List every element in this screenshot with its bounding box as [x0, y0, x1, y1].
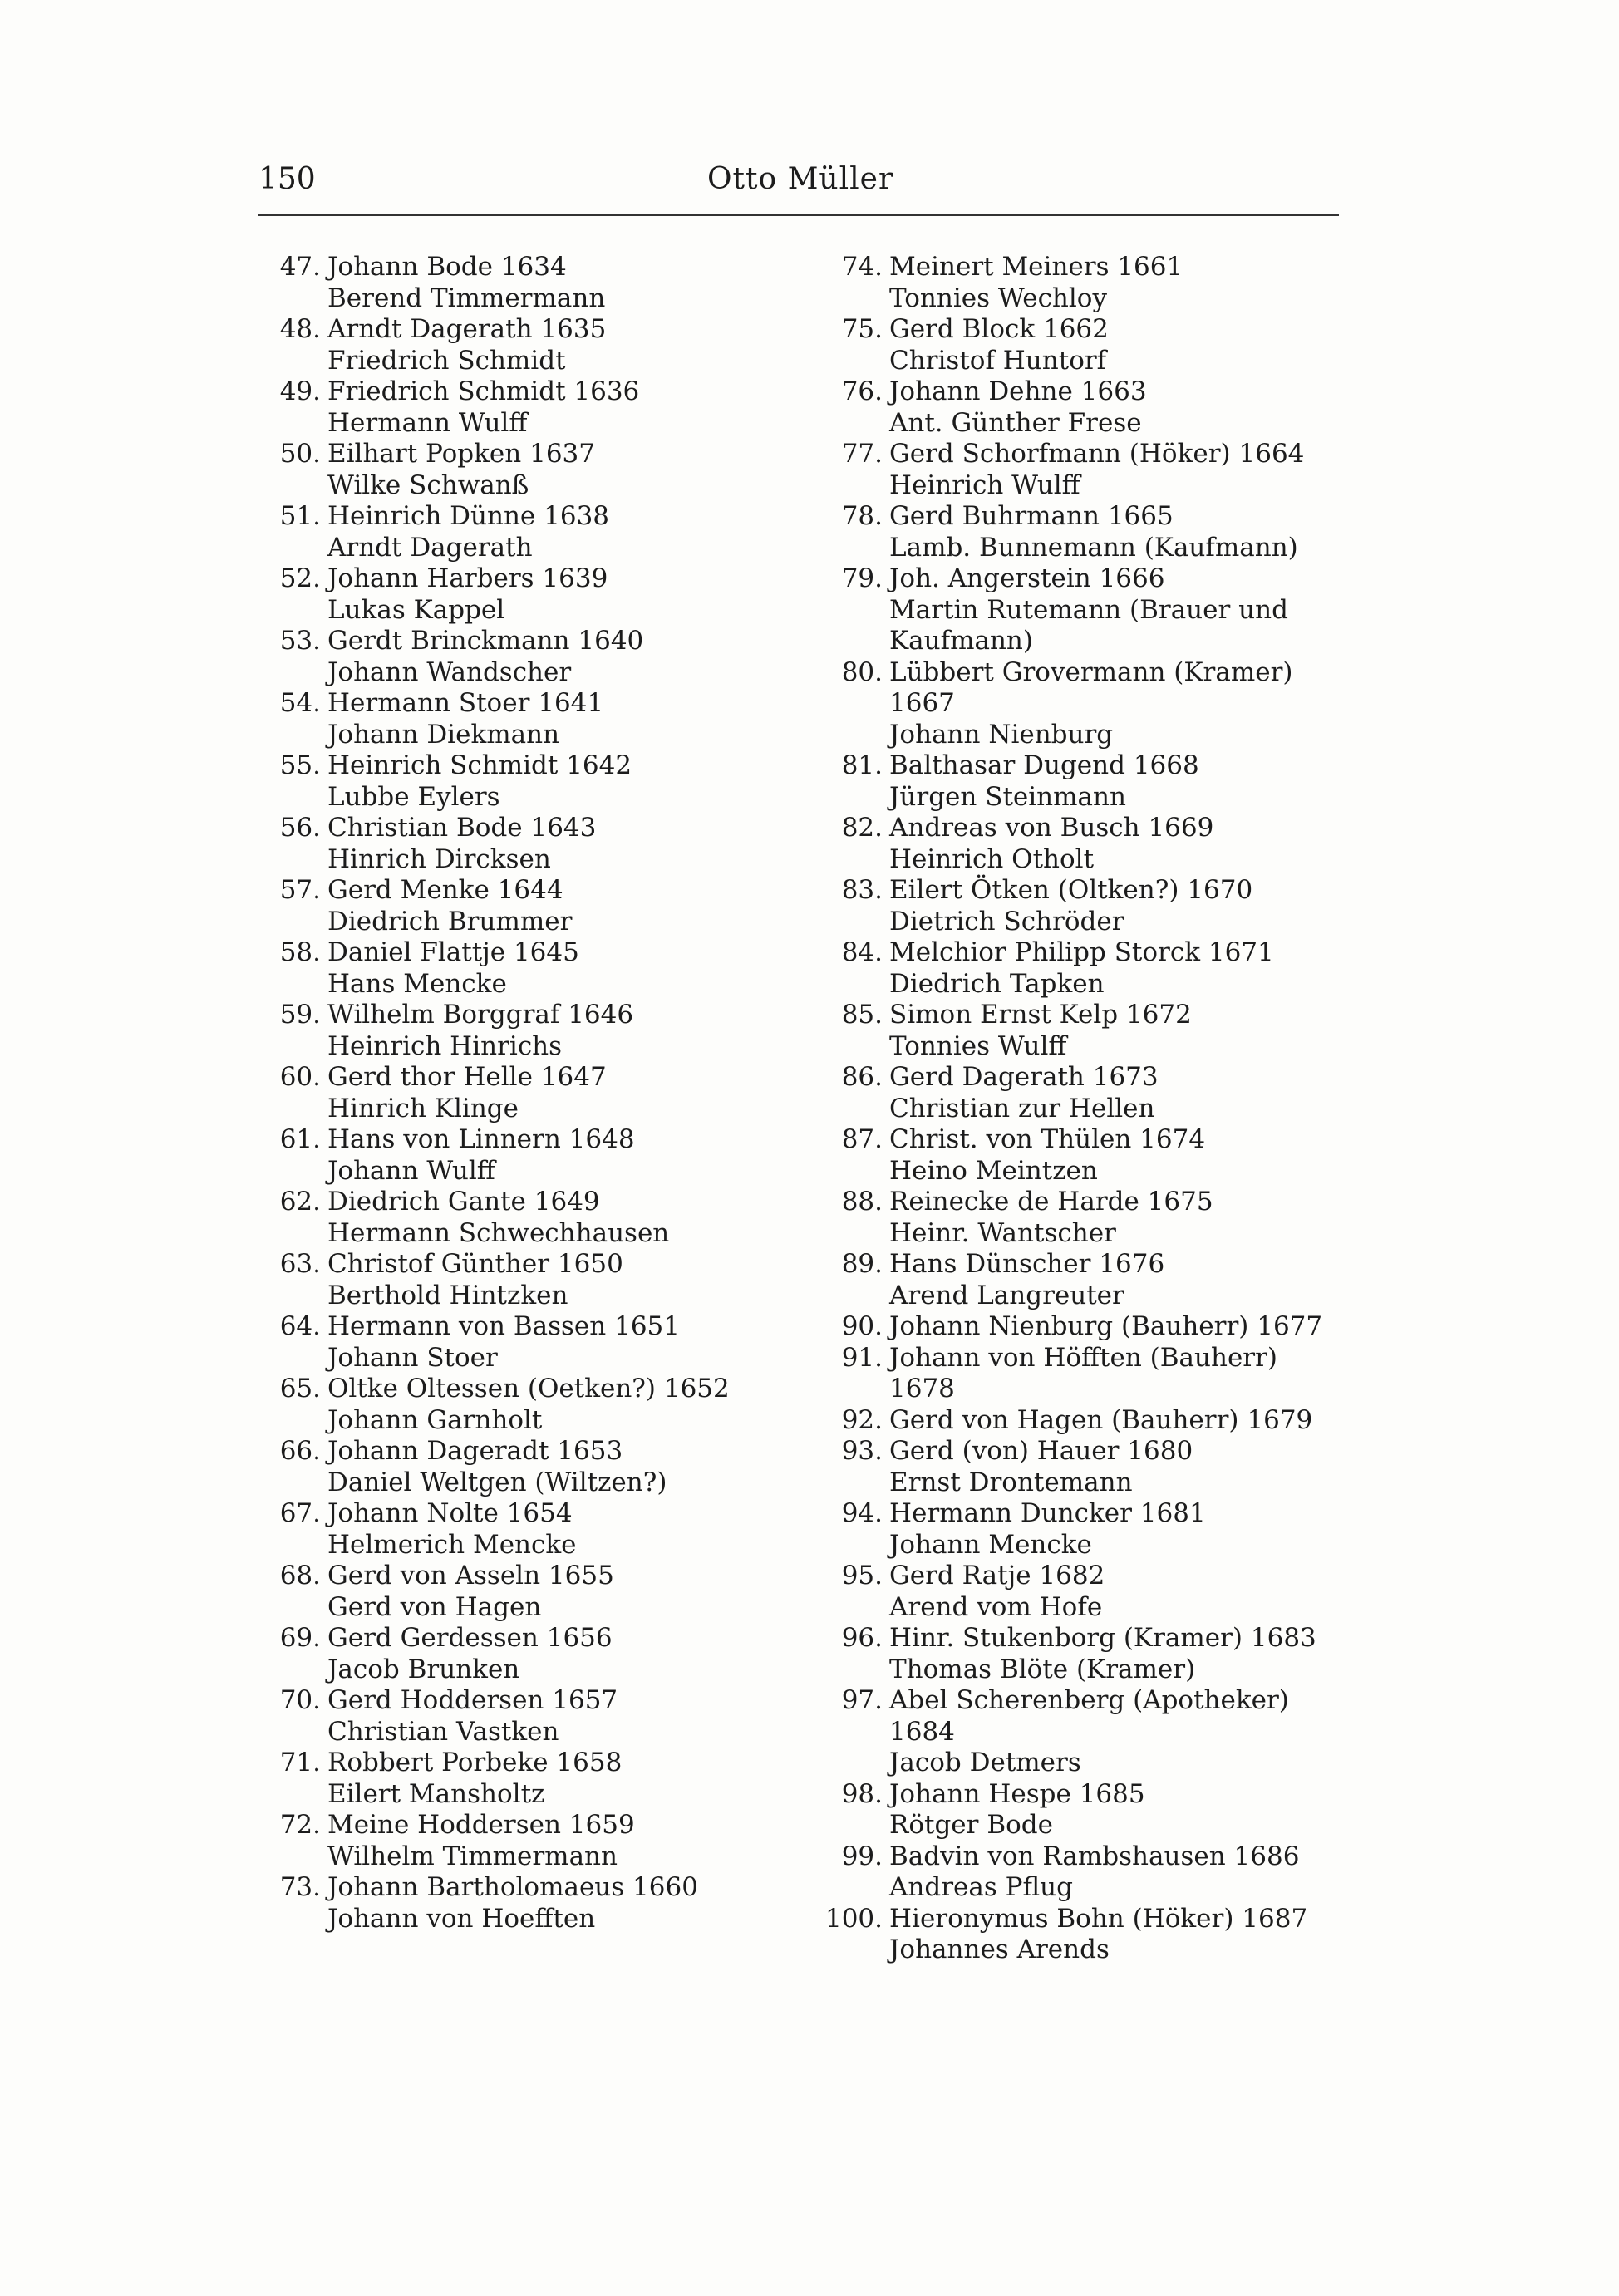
entry-number: 81.	[841, 750, 883, 780]
entry-line: Gerd thor Helle 1647	[327, 1062, 607, 1092]
entry-line: Joh. Angerstein 1666	[889, 563, 1165, 593]
entry-line: Hinrich Klinge	[327, 1093, 519, 1123]
entry-line: Lukas Kappel	[327, 594, 505, 625]
list-entry	[264, 1249, 829, 1311]
entry-names	[327, 501, 829, 563]
entry-number: 67.	[279, 1498, 321, 1528]
entry-line: Hermann Duncker 1681	[889, 1498, 1206, 1528]
entry-line: Hans von Linnern 1648	[327, 1124, 635, 1154]
entry-line: Tonnies Wechloy	[889, 283, 1107, 313]
entry-line: Hinr. Stukenborg (Kramer) 1683	[889, 1623, 1316, 1653]
entry-number: 65.	[279, 1374, 321, 1404]
entry-line: Johann Harbers 1639	[327, 563, 608, 593]
entry-line: Gerd Menke 1644	[327, 875, 563, 905]
list-entry	[823, 501, 1371, 563]
entry-line: Abel Scherenberg (Apotheker)	[889, 1685, 1289, 1715]
list-entry	[823, 875, 1371, 937]
entry-line: Christof Huntorf	[889, 345, 1107, 376]
entry-line: Martin Rutemann (Brauer und	[889, 594, 1288, 625]
list-entry	[264, 1623, 829, 1685]
entry-names	[889, 750, 1371, 813]
entry-names	[327, 439, 829, 501]
entry-number: 92.	[841, 1404, 883, 1435]
header-rule	[258, 214, 1339, 216]
list-entry	[823, 376, 1371, 439]
entry-line: Johann Wandscher	[327, 656, 572, 687]
entry-line: Heinr. Wantscher	[889, 1217, 1116, 1248]
entry-line: Balthasar Dugend 1668	[889, 750, 1199, 780]
entry-line: Hans Mencke	[327, 968, 507, 999]
page-number: 150	[258, 162, 316, 196]
list-entry	[823, 1904, 1371, 1966]
entry-number: 75.	[841, 314, 883, 344]
entry-line: 1684	[889, 1716, 955, 1747]
entry-line: Johann Hespe 1685	[889, 1778, 1145, 1809]
entry-line: Diedrich Tapken	[889, 968, 1105, 999]
entry-names	[889, 1124, 1371, 1187]
list-entry	[264, 1000, 829, 1062]
entry-line: Jacob Brunken	[327, 1654, 520, 1684]
entry-line: Hans Dünscher 1676	[889, 1249, 1165, 1279]
entry-names	[889, 1779, 1371, 1841]
list-entry	[823, 1436, 1371, 1498]
entry-line: Gerd von Hagen	[327, 1591, 542, 1622]
entry-names	[889, 875, 1371, 937]
entry-names	[327, 1311, 829, 1374]
entry-names	[327, 750, 829, 813]
entry-names	[327, 1062, 829, 1124]
entry-names	[327, 1748, 829, 1810]
entry-names	[889, 1904, 1371, 1966]
entry-number: 88.	[841, 1187, 883, 1217]
entry-names	[889, 1498, 1371, 1561]
list-entry	[823, 1000, 1371, 1062]
entry-line: Arndt Dagerath	[327, 532, 533, 563]
entry-number: 94.	[841, 1498, 883, 1528]
entry-number: 95.	[841, 1561, 883, 1590]
entry-line: Wilhelm Borggraf 1646	[327, 1000, 634, 1030]
entry-names	[889, 1311, 1371, 1343]
entry-names	[889, 1000, 1371, 1062]
entry-names	[327, 626, 829, 688]
entry-number: 93.	[841, 1436, 883, 1466]
entry-line: Hieronymus Bohn (Höker) 1687	[889, 1903, 1308, 1934]
entry-number: 49.	[279, 376, 321, 406]
entry-line: Arend vom Hofe	[889, 1591, 1103, 1622]
list-entry	[823, 1311, 1371, 1343]
entry-line: Gerd (von) Hauer 1680	[889, 1436, 1193, 1466]
entry-names	[327, 252, 829, 314]
entry-number: 61.	[279, 1124, 321, 1154]
entry-number: 87.	[841, 1124, 883, 1154]
list-entry	[823, 252, 1371, 314]
entry-line: Hermann Schwechhausen	[327, 1217, 670, 1248]
entry-line: Christ. von Thülen 1674	[889, 1124, 1206, 1154]
entry-number: 98.	[841, 1778, 883, 1809]
entry-line: Gerd von Asseln 1655	[327, 1561, 614, 1590]
entry-names	[889, 1685, 1371, 1779]
entry-line: Hermann Wulff	[327, 407, 528, 438]
list-entry	[264, 1872, 829, 1935]
entry-line: Gerd von Hagen (Bauherr) 1679	[889, 1404, 1313, 1435]
entry-line: Jürgen Steinmann	[889, 781, 1126, 812]
entry-line: Berthold Hintzken	[327, 1280, 568, 1310]
list-entry	[823, 937, 1371, 1000]
list-entry	[823, 1841, 1371, 1904]
entry-names	[889, 657, 1371, 751]
entry-number: 90.	[841, 1311, 883, 1341]
list-entry	[823, 1498, 1371, 1561]
entry-line: Johann Stoer	[327, 1342, 498, 1373]
list-entry	[823, 1685, 1371, 1779]
entry-line: Friedrich Schmidt 1636	[327, 376, 640, 406]
entry-line: Badvin von Rambshausen 1686	[889, 1841, 1300, 1871]
entry-names	[327, 314, 829, 376]
entry-number: 64.	[279, 1311, 321, 1341]
entry-line: Oltke Oltessen (Oetken?) 1652	[327, 1374, 730, 1404]
entry-line: Johann Dageradt 1653	[327, 1436, 623, 1466]
list-entry	[264, 1311, 829, 1374]
entry-line: Christian Bode 1643	[327, 813, 597, 843]
list-entry	[264, 1748, 829, 1810]
entry-line: Arend Langreuter	[889, 1280, 1124, 1310]
entry-line: Eilert Ötken (Oltken?) 1670	[889, 875, 1253, 905]
entry-line: Andreas von Busch 1669	[889, 813, 1214, 843]
list-entry	[823, 1779, 1371, 1841]
list-entry	[264, 875, 829, 937]
entry-number: 58.	[279, 937, 321, 967]
entry-number: 68.	[279, 1561, 321, 1590]
entry-line: Ernst Drontemann	[889, 1467, 1133, 1497]
entry-number: 100.	[824, 1903, 883, 1934]
entry-number: 63.	[279, 1249, 321, 1279]
list-entry	[823, 1062, 1371, 1124]
list-entry	[823, 1249, 1371, 1311]
entry-number: 83.	[841, 875, 883, 905]
list-entry	[264, 1498, 829, 1561]
entry-number: 57.	[279, 875, 321, 905]
entry-line: Johann Dehne 1663	[889, 376, 1147, 406]
entry-number: 86.	[841, 1062, 883, 1092]
entry-names	[327, 688, 829, 750]
list-entry	[823, 1623, 1371, 1685]
running-title: Otto Müller	[707, 162, 894, 196]
list-entry	[264, 563, 829, 626]
list-entry	[264, 1685, 829, 1748]
entry-names	[889, 439, 1371, 501]
entry-line: Christian Vastken	[327, 1716, 559, 1747]
entry-names	[889, 1187, 1371, 1249]
entry-line: Gerd Gerdessen 1656	[327, 1623, 613, 1653]
entry-line: Simon Ernst Kelp 1672	[889, 1000, 1192, 1030]
entry-names	[889, 1623, 1371, 1685]
entry-line: Friedrich Schmidt	[327, 345, 566, 376]
entry-names	[889, 376, 1371, 439]
left-column	[264, 252, 829, 1935]
entry-names	[327, 875, 829, 937]
entry-line: Meine Hoddersen 1659	[327, 1810, 635, 1840]
entry-number: 50.	[279, 439, 321, 469]
entry-line: Daniel Flattje 1645	[327, 937, 579, 967]
entry-line: Heinrich Wulff	[889, 470, 1080, 500]
list-entry	[264, 314, 829, 376]
entry-line: Johann Bartholomaeus 1660	[327, 1872, 698, 1902]
entry-names	[889, 1343, 1371, 1405]
list-entry	[823, 439, 1371, 501]
entry-line: Eilert Mansholtz	[327, 1778, 545, 1809]
entry-line: Gerd Ratje 1682	[889, 1561, 1105, 1590]
entry-number: 96.	[841, 1623, 883, 1653]
entry-line: Heinrich Hinrichs	[327, 1030, 563, 1061]
entry-names	[889, 1561, 1371, 1623]
entry-number: 73.	[279, 1872, 321, 1902]
entry-line: Johann Nienburg	[889, 719, 1114, 750]
entry-line: Wilke Schwanß	[327, 470, 529, 500]
entry-line: Christof Günther 1650	[327, 1249, 623, 1279]
entry-line: Melchior Philipp Storck 1671	[889, 937, 1274, 967]
entry-line: Johann Nienburg (Bauherr) 1677	[889, 1311, 1323, 1341]
entry-line: Tonnies Wulff	[889, 1030, 1067, 1061]
entry-names	[327, 1872, 829, 1935]
list-entry	[264, 1062, 829, 1124]
entry-line: Jacob Detmers	[889, 1748, 1081, 1777]
entry-line: Gerdt Brinckmann 1640	[327, 626, 644, 656]
entry-names	[327, 1561, 829, 1623]
entry-line: Helmerich Mencke	[327, 1529, 577, 1560]
entry-line: Johann von Hoefften	[327, 1903, 596, 1934]
entry-names	[327, 937, 829, 1000]
entry-number: 60.	[279, 1062, 321, 1092]
entry-line: 1678	[889, 1374, 955, 1404]
entry-number: 80.	[841, 656, 883, 687]
list-entry	[823, 813, 1371, 875]
list-entry	[264, 626, 829, 688]
entry-line: Johann Wulff	[327, 1155, 495, 1186]
list-entry	[264, 252, 829, 314]
list-entry	[823, 750, 1371, 813]
entry-line: Kaufmann)	[889, 626, 1033, 656]
entry-line: Johann Garnholt	[327, 1404, 543, 1435]
entry-number: 54.	[279, 688, 321, 718]
entry-number: 66.	[279, 1436, 321, 1466]
entry-names	[327, 376, 829, 439]
entry-names	[327, 1249, 829, 1311]
entry-line: Lamb. Bunnemann (Kaufmann)	[889, 532, 1298, 563]
entry-names	[889, 813, 1371, 875]
entry-names	[327, 1000, 829, 1062]
entry-names	[889, 1062, 1371, 1124]
entry-line: Christian zur Hellen	[889, 1093, 1155, 1123]
right-column	[823, 252, 1371, 1966]
entry-line: Gerd Buhrmann 1665	[889, 501, 1174, 531]
list-entry	[823, 1124, 1371, 1187]
entry-line: Heinrich Otholt	[889, 843, 1095, 874]
entry-number: 55.	[279, 750, 321, 780]
entry-line: Rötger Bode	[889, 1810, 1053, 1840]
list-entry	[264, 439, 829, 501]
entry-line: Thomas Blöte (Kramer)	[889, 1654, 1196, 1684]
entry-number: 62.	[279, 1187, 321, 1217]
entry-number: 52.	[279, 563, 321, 593]
entry-names	[327, 1436, 829, 1498]
entry-line: Lübbert Grovermann (Kramer)	[889, 656, 1293, 687]
list-entry	[823, 314, 1371, 376]
entry-names	[889, 501, 1371, 563]
entry-line: Diedrich Gante 1649	[327, 1187, 600, 1217]
list-entry	[823, 563, 1371, 657]
list-entry	[823, 657, 1371, 751]
entry-names	[889, 1405, 1371, 1437]
entry-line: Gerd Block 1662	[889, 314, 1109, 344]
list-entry	[823, 1343, 1371, 1405]
entry-names	[327, 1124, 829, 1187]
entry-line: Heino Meintzen	[889, 1155, 1098, 1186]
list-entry	[264, 688, 829, 750]
entry-line: Lubbe Eylers	[327, 781, 500, 812]
entry-number: 85.	[841, 1000, 883, 1030]
entry-line: Gerd Schorfmann (Höker) 1664	[889, 439, 1305, 469]
list-entry	[264, 501, 829, 563]
list-entry	[823, 1561, 1371, 1623]
list-entry	[823, 1405, 1371, 1437]
list-entry	[264, 1561, 829, 1623]
entry-number: 82.	[841, 813, 883, 843]
entry-line: Dietrich Schröder	[889, 906, 1124, 937]
entry-line: Diedrich Brummer	[327, 906, 573, 937]
entry-line: Gerd Hoddersen 1657	[327, 1685, 618, 1715]
entry-line: Eilhart Popken 1637	[327, 439, 595, 469]
entry-number: 76.	[841, 376, 883, 406]
list-entry	[264, 1436, 829, 1498]
entry-names	[327, 1810, 829, 1872]
entry-line: Heinrich Dünne 1638	[327, 501, 610, 531]
entry-line: Johann Mencke	[889, 1529, 1092, 1560]
entry-number: 47.	[279, 252, 321, 282]
entry-number: 91.	[841, 1342, 883, 1373]
entry-line: 1667	[889, 688, 955, 718]
entry-line: Johann von Höfften (Bauherr)	[889, 1342, 1278, 1373]
page-header	[258, 162, 1339, 212]
entry-line: Hermann von Bassen 1651	[327, 1311, 680, 1341]
entry-number: 78.	[841, 501, 883, 531]
entry-names	[327, 1623, 829, 1685]
list-entry	[264, 1374, 829, 1436]
list-entry	[264, 937, 829, 1000]
list-entry	[264, 813, 829, 875]
entry-line: Johann Diekmann	[327, 719, 560, 750]
entry-number: 89.	[841, 1249, 883, 1279]
entry-number: 74.	[841, 252, 883, 282]
entry-number: 71.	[279, 1748, 321, 1777]
entry-number: 59.	[279, 1000, 321, 1030]
entry-number: 53.	[279, 626, 321, 656]
entry-number: 51.	[279, 501, 321, 531]
entry-line: Johann Nolte 1654	[327, 1498, 573, 1528]
entry-line: Hinrich Dircksen	[327, 843, 551, 874]
entry-names	[889, 937, 1371, 1000]
list-entry	[823, 1187, 1371, 1249]
entry-names	[327, 1374, 829, 1436]
entry-number: 56.	[279, 813, 321, 843]
entry-line: Meinert Meiners 1661	[889, 252, 1183, 282]
entry-number: 84.	[841, 937, 883, 967]
entry-names	[889, 1841, 1371, 1904]
entry-number: 70.	[279, 1685, 321, 1715]
entry-names	[327, 813, 829, 875]
entry-number: 48.	[279, 314, 321, 344]
entry-line: Johannes Arends	[889, 1935, 1110, 1964]
list-entry	[264, 1810, 829, 1872]
entry-number: 69.	[279, 1623, 321, 1653]
entry-number: 72.	[279, 1810, 321, 1840]
entry-line: Andreas Pflug	[889, 1872, 1073, 1902]
list-entry	[264, 376, 829, 439]
list-entry	[264, 1124, 829, 1187]
entry-number: 99.	[841, 1841, 883, 1871]
entry-line: Johann Bode 1634	[327, 252, 567, 282]
entry-number: 97.	[841, 1685, 883, 1715]
entry-names	[889, 1249, 1371, 1311]
entry-line: Reinecke de Harde 1675	[889, 1187, 1213, 1217]
entry-line: Ant. Günther Frese	[889, 407, 1142, 438]
entry-names	[889, 1436, 1371, 1498]
entry-line: Berend Timmermann	[327, 283, 606, 313]
entry-line: Heinrich Schmidt 1642	[327, 750, 632, 780]
entry-line: Daniel Weltgen (Wiltzen?)	[327, 1467, 667, 1497]
entry-names	[327, 563, 829, 626]
entry-names	[327, 1187, 829, 1249]
list-entry	[264, 1187, 829, 1249]
entry-line: Robbert Porbeke 1658	[327, 1748, 623, 1777]
list-entry	[264, 750, 829, 813]
entry-names	[327, 1498, 829, 1561]
entry-line: Arndt Dagerath 1635	[327, 314, 607, 344]
entry-number: 79.	[841, 563, 883, 593]
entry-number: 77.	[841, 439, 883, 469]
entry-line: Wilhelm Timmermann	[327, 1841, 618, 1871]
entry-line: Gerd Dagerath 1673	[889, 1062, 1159, 1092]
entry-names	[889, 252, 1371, 314]
entry-names	[327, 1685, 829, 1748]
entry-names	[889, 314, 1371, 376]
entry-line: Hermann Stoer 1641	[327, 688, 604, 718]
entry-names	[889, 563, 1371, 657]
